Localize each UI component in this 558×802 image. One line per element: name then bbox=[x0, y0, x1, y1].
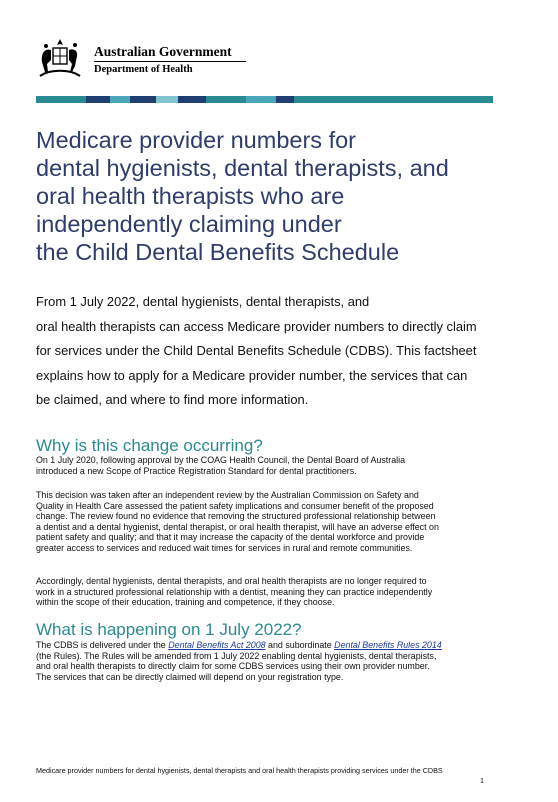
what-paragraph bbox=[36, 640, 506, 682]
page-title bbox=[36, 126, 506, 266]
accent-bar-segment bbox=[130, 96, 156, 103]
text-line: (the Rules). The Rules will be amended from 1 July 2022 enabling dental hygienists, dental therapists, bbox=[36, 650, 437, 661]
title-line: dental hygienists, dental therapists, and bbox=[36, 155, 449, 181]
intro-line: be claimed, and where to find more information. bbox=[36, 392, 309, 407]
why-paragraph-2 bbox=[36, 490, 506, 554]
government-name: Australian Government bbox=[94, 44, 232, 59]
title-line: the Child Dental Benefits Schedule bbox=[36, 239, 400, 265]
text-line: work in a structured professional relationship with a dentist, meaning they can practice independently bbox=[36, 586, 433, 597]
text-line: Quality in Health Care assessed the patient safety implications and consumer benefit of the proposed bbox=[36, 500, 434, 511]
text-line: a dentist and a dental hygienist, dental therapist, or oral health therapist, will have an adverse effect on bbox=[36, 521, 439, 532]
text-line: change. The review found no evidence that removing the structured professional relationship between bbox=[36, 511, 436, 522]
accent-bar-segment bbox=[36, 96, 86, 103]
department-name: Department of Health bbox=[94, 64, 193, 75]
text-line: introduced a new Scope of Practice Registration Standard for dental practitioners. bbox=[36, 465, 357, 476]
page-footer: Medicare provider numbers for dental hygienists, dental therapists and oral health therapists providing services under the CDBS bbox=[36, 766, 443, 775]
logo-divider bbox=[94, 61, 246, 62]
accent-bar-segment bbox=[206, 96, 246, 103]
accent-bar-segment bbox=[276, 96, 294, 103]
text-line: The services that can be directly claimed will depend on your registration type. bbox=[36, 671, 344, 682]
title-line: Medicare provider numbers for bbox=[36, 127, 356, 153]
text-line: This decision was taken after an independent review by the Australian Commission on Safety and bbox=[36, 490, 419, 500]
text-line: greater access to services and reduced wait times for services in rural and remote communities. bbox=[36, 542, 413, 553]
coat-of-arms-icon bbox=[36, 36, 84, 78]
section-heading-what: What is happening on 1 July 2022? bbox=[36, 620, 302, 639]
why-paragraph-3 bbox=[36, 576, 506, 608]
government-logo bbox=[36, 36, 232, 80]
text-line: and oral health therapists to directly claim for some CDBS services using their own provider number. bbox=[36, 661, 430, 672]
why-paragraph-1 bbox=[36, 455, 506, 476]
accent-bar-segment bbox=[294, 96, 354, 103]
page-number: 1 bbox=[480, 776, 484, 785]
accent-bar-segment bbox=[86, 96, 110, 103]
intro-line: for services under the Child Dental Benefits Schedule (CDBS). This factsheet bbox=[36, 343, 477, 358]
title-line: independently claiming under bbox=[36, 211, 342, 237]
intro-line: oral health therapists can access Medicare provider numbers to directly claim bbox=[36, 318, 477, 334]
intro-line: From 1 July 2022, dental hygienists, dental therapists, and bbox=[36, 294, 370, 309]
accent-bar bbox=[36, 96, 493, 103]
accent-bar-segment bbox=[246, 96, 276, 103]
accent-bar-segment bbox=[354, 96, 493, 103]
text-fragment: The CDBS is delivered under the bbox=[36, 640, 169, 650]
section-heading-why: Why is this change occurring? bbox=[36, 436, 263, 455]
accent-bar-segment bbox=[156, 96, 178, 103]
text-line: Accordingly, dental hygienists, dental therapists, and oral health therapists are no longer required to bbox=[36, 576, 427, 586]
accent-bar-segment bbox=[178, 96, 206, 103]
intro-line: explains how to apply for a Medicare provider number, the services that can bbox=[36, 367, 468, 383]
accent-bar-segment bbox=[110, 96, 130, 103]
title-line: oral health therapists who are bbox=[36, 183, 345, 209]
text-line: within the scope of their education, training and competence, if they choose. bbox=[36, 597, 335, 608]
dental-benefits-rules-link[interactable]: Dental Benefits Rules 2014 bbox=[334, 640, 442, 650]
text-line bbox=[36, 640, 506, 651]
intro-paragraph bbox=[36, 290, 506, 413]
dental-benefits-act-link[interactable]: Dental Benefits Act 2008 bbox=[168, 640, 266, 650]
text-fragment: and subordinate bbox=[265, 640, 335, 650]
text-line: On 1 July 2020, following approval by the COAG Health Council, the Dental Board of Australia bbox=[36, 455, 406, 465]
text-line: patient safety and quality; and that it may increase the capacity of the dental workforce and provide bbox=[36, 532, 425, 543]
